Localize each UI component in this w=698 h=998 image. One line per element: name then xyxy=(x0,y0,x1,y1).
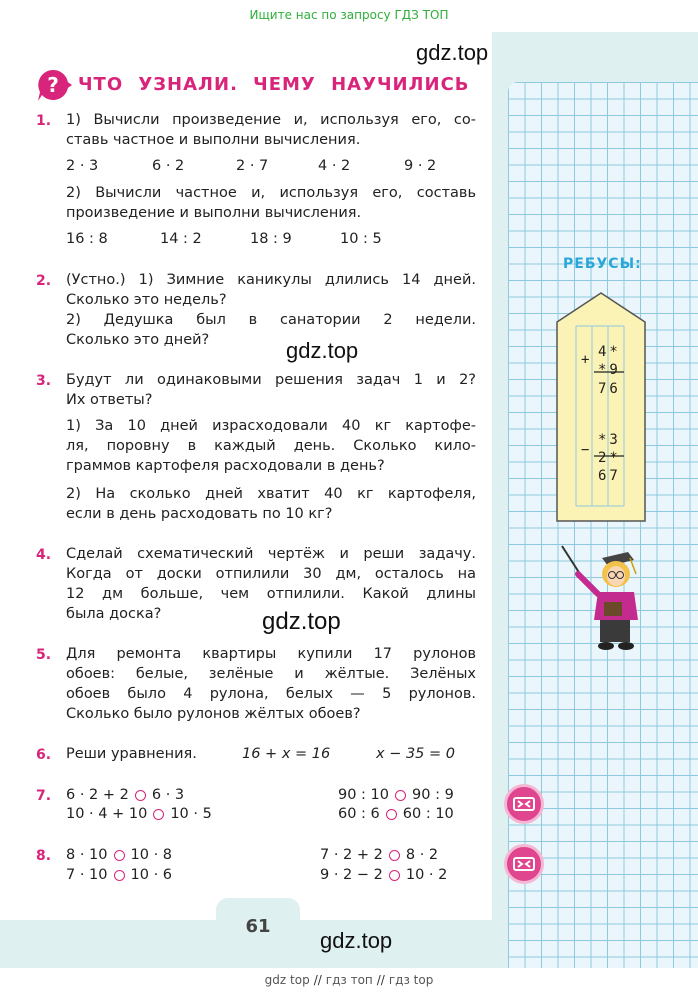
page-title: ЧТО УЗНАЛИ. ЧЕМУ НАУЧИЛИСЬ xyxy=(78,74,470,95)
comparison xyxy=(66,806,212,822)
task-text: обоев: белые, зелёные и жёлтые. Зелёных xyxy=(66,666,476,682)
expression: 90 : 9 xyxy=(412,787,454,803)
rebus-digits: *9 xyxy=(598,362,621,378)
rebus-sign: + xyxy=(581,352,590,368)
rebus-digits: 2* xyxy=(598,450,621,466)
expression: 9 · 2 xyxy=(404,158,437,174)
svg-text:?: ? xyxy=(47,73,59,97)
expression: 10 : 5 xyxy=(340,231,382,247)
expression: 60 : 10 xyxy=(402,806,454,822)
task-text: 2) Дедушка был в санатории 2 недели. xyxy=(66,312,476,328)
task-text: Будут ли одинаковыми решения задач 1 и 2? xyxy=(66,372,476,388)
task-text: (Устно.) 1) Зимние каникулы длились 14 дней. xyxy=(66,272,476,288)
bottom-links xyxy=(0,973,698,987)
task-number: 2. xyxy=(36,273,52,289)
expression: 10 · 5 xyxy=(170,806,212,822)
watermark: gdz.top xyxy=(416,40,489,65)
comparison xyxy=(338,787,454,803)
rebus-card xyxy=(556,292,646,522)
expression: 7 · 2 + 2 xyxy=(320,847,383,863)
compare-circle xyxy=(389,850,400,861)
rebus-sign: − xyxy=(581,442,590,458)
task-text: граммов картофеля расходовали в день? xyxy=(66,458,385,474)
task-number: 6. xyxy=(36,747,52,763)
rebus-digits: 76 xyxy=(598,381,621,397)
rebus-digits: 4* xyxy=(598,344,621,360)
bottom-link[interactable]: гдз top xyxy=(388,973,434,987)
teacher-illustration xyxy=(558,544,642,652)
task-number: 7. xyxy=(36,788,52,804)
task-text: Сколько это недель? xyxy=(66,292,227,308)
task-text: ставь частное и выполни вычисления. xyxy=(66,132,361,148)
comparison xyxy=(320,867,447,883)
expression: 6 · 2 xyxy=(152,158,185,174)
equation: 16 + x = 16 xyxy=(242,746,331,762)
rebus-digits: *3 xyxy=(598,432,621,448)
expression: 4 · 2 xyxy=(318,158,351,174)
task-text: Когда от доски отпилили 30 дм, осталось на xyxy=(66,566,476,582)
task-text: 2) На сколько дней хватит 40 кг картофеля, xyxy=(66,486,476,502)
expression: 10 · 8 xyxy=(130,847,173,863)
task-number: 4. xyxy=(36,547,52,563)
task-text: если в день расходовать по 10 кг? xyxy=(66,506,333,522)
task-text: 1) Вычисли произведение и, используя его, со- xyxy=(66,112,476,128)
grid-paper-panel xyxy=(508,82,698,968)
compare-circle xyxy=(386,809,397,820)
expression: 10 · 2 xyxy=(405,867,448,883)
task-text: 1) За 10 дней израсходовали 40 кг картофе- xyxy=(66,418,476,434)
comparison xyxy=(338,806,454,822)
watermark: gdz.top xyxy=(320,928,393,953)
expression: 8 · 2 xyxy=(405,847,439,863)
compare-circle xyxy=(114,870,125,881)
task-text: Сколько было рулонов жёлтых обоев? xyxy=(66,706,361,722)
top-search-link[interactable]: Ищите нас по запросу ГДЗ ТОП xyxy=(249,8,449,22)
rebus-title: РЕБУСЫ: xyxy=(563,256,642,272)
equation: x − 35 = 0 xyxy=(376,746,455,762)
comparison xyxy=(66,867,172,883)
compare-sign-icon[interactable] xyxy=(504,844,544,884)
compare-circle xyxy=(135,790,146,801)
task-text: 12 дм больше, чем отпилили. Какой длины xyxy=(66,586,476,602)
task-number: 1. xyxy=(36,113,52,129)
watermark: gdz.top xyxy=(262,608,341,635)
task-text: Их ответы? xyxy=(66,392,153,408)
task-number: 3. xyxy=(36,373,52,389)
expression: 90 : 10 xyxy=(338,787,390,803)
compare-circle xyxy=(395,790,406,801)
compare-circle xyxy=(114,850,125,861)
task-text: 2) Вычисли частное и, используя его, составь xyxy=(66,185,476,201)
expression: 9 · 2 − 2 xyxy=(320,867,383,883)
expression: 8 · 10 xyxy=(66,847,108,863)
comparison xyxy=(320,847,438,863)
task-text: обоев было 4 рулона, белых — 5 рулонов. xyxy=(66,686,476,702)
bottom-link[interactable]: gdz top xyxy=(264,973,310,987)
expression: 10 · 4 + 10 xyxy=(66,806,148,822)
bottom-link[interactable]: гдз топ xyxy=(325,973,373,987)
expression: 16 : 8 xyxy=(66,231,108,247)
task-text: ля, поровну в каждый день. Сколько кило- xyxy=(66,438,476,454)
expression: 2 · 7 xyxy=(236,158,269,174)
expression: 7 · 10 xyxy=(66,867,108,883)
expression: 6 · 2 + 2 xyxy=(66,787,129,803)
task-text: Для ремонта квартиры купили 17 рулонов xyxy=(66,646,476,662)
task-number: 8. xyxy=(36,848,52,864)
expression: 14 : 2 xyxy=(160,231,202,247)
compare-circle xyxy=(153,809,164,820)
expression: 2 · 3 xyxy=(66,158,99,174)
task-text: была доска? xyxy=(66,606,162,622)
page-number: 61 xyxy=(245,916,271,937)
rebus-digits: 67 xyxy=(598,468,621,484)
expression: 60 : 6 xyxy=(338,806,380,822)
task-text: Сделай схематический чертёж и реши задачу. xyxy=(66,546,476,562)
comparison xyxy=(66,787,184,803)
compare-sign-icon[interactable] xyxy=(504,784,544,824)
task-text: Реши уравнения. xyxy=(66,746,197,762)
arrow-icon xyxy=(62,78,72,92)
task-text: произведение и выполни вычисления. xyxy=(66,205,362,221)
task-text: Сколько это дней? xyxy=(66,332,210,348)
separator: // xyxy=(313,973,322,987)
separator: // xyxy=(376,973,385,987)
compare-circle xyxy=(389,870,400,881)
expression: 10 · 6 xyxy=(130,867,173,883)
task-number: 5. xyxy=(36,647,52,663)
watermark: gdz.top xyxy=(286,338,359,363)
expression: 6 · 3 xyxy=(151,787,185,803)
expression: 18 : 9 xyxy=(250,231,292,247)
comparison xyxy=(66,847,172,863)
